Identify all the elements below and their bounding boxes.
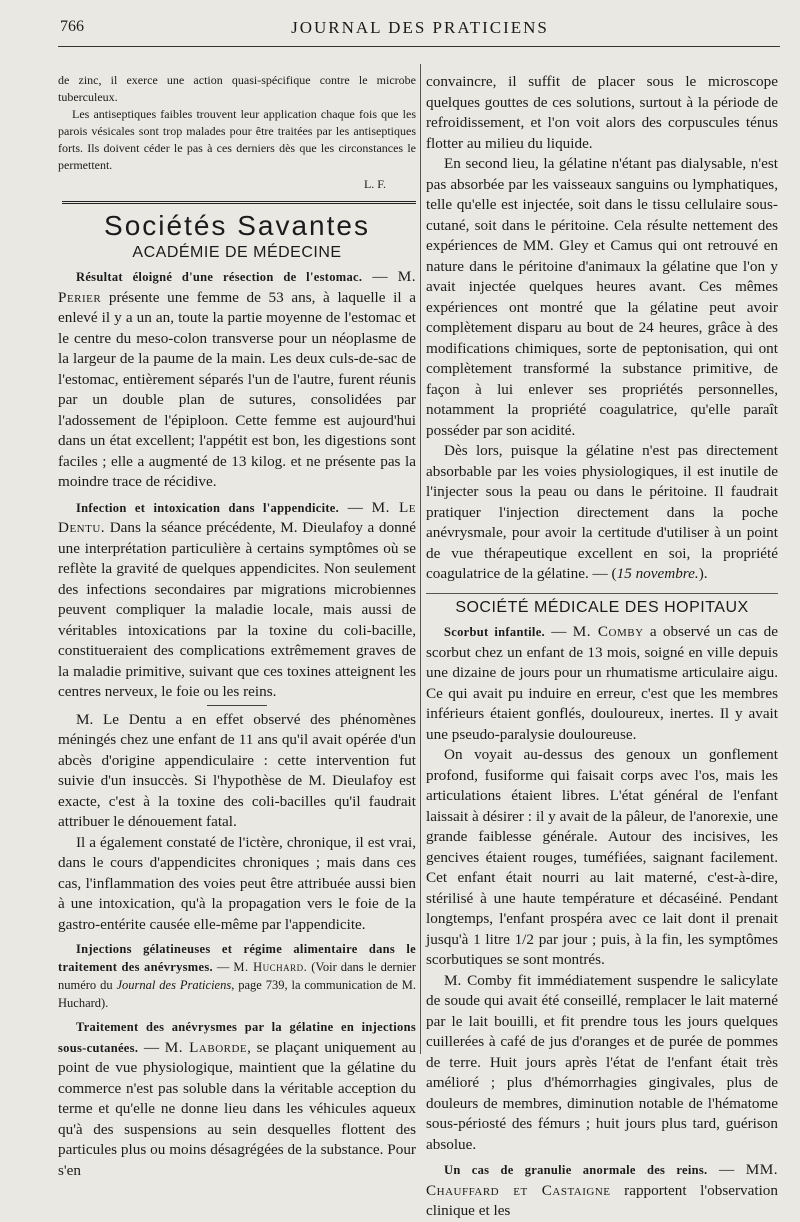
author-names: MM. Chauffard et Castaigne	[426, 1161, 779, 1199]
author-name: M. Laborde	[164, 1038, 248, 1056]
date-reference: 15 novembre.	[616, 565, 699, 582]
article-text: , se plaçant uniquement au point de vue physiologique, maintient que la gélatine du commerce n'est pas soluble dans la véritable acception du terme et qu'elle ne donne lieu dans les véhicules aqueux qu'à des suspensions au sein desquelles flottent des particules plus ou moins désagrégées de la substance. Pour s'en	[58, 1038, 416, 1179]
left-column	[58, 72, 416, 1181]
article-laborde	[58, 1017, 416, 1181]
society-title: SOCIÉTÉ MÉDICALE DES HOPITAUX	[455, 598, 749, 616]
article-text: ).	[698, 565, 708, 582]
article-text: présente une femme de 53 ans, à laquelle il a enlevé il y a un an, toute la partie moyenne de l'estomac et le centre du meso-colon transverse pour un néoplasme de la largeur de la paume de la main. Les deux culs-de-sac de l'estomac, entièrement séparés l'un de l'autre, furent réunis par un double plan de sutures, consolidées par l'adossement de l'épiploon. Cette femme est aujourd'hui dans un état excellent; l'appétit est bon, les digestions sont faciles ; elle a augmenté de 13 kilog. et ne présente pas la moindre trace de récidive.	[58, 288, 416, 490]
article-heading: Scorbut infantile.	[444, 625, 545, 639]
header-rule	[58, 46, 780, 47]
author-name: M. Huchard.	[233, 960, 308, 974]
article-paragraph: M. Le Dentu a en effet observé des phénomènes méningés chez une enfant de 11 ans qu'il avait opérée d'un abcès d'origine appendiculaire : cette intervention fut suivie d'un insuccès. Si l'hypothèse de M. Dieulafoy est exacte, c'est à la toxine des coli-bacilles qu'il faudrait attribuer le dénouement fatal.	[58, 710, 416, 830]
article-heading: Traitement des anévrysmes par la gélatine en injections sous-cutanées.	[58, 1020, 416, 1055]
intro-paragraph-1: de zinc, il exerce une action quasi-spécifique contre le microbe tuberculeux.	[58, 73, 416, 104]
signature: L. F.	[363, 177, 386, 191]
article-heading: Infection et intoxication dans l'appendicite.	[76, 500, 340, 515]
article-le-dentu	[58, 498, 416, 703]
intro-block	[58, 72, 416, 193]
article-text: a observé un cas de scorbut chez un enfant de 13 mois, soigné en ville depuis une dizaine de jours pour un rhumatisme articulaire aigu. Ce qui avait pu induire en erreur, c'est que les membres inférieurs étaient gonflés, douloureux, inertes. Il y avait une pseudo-paralysie douloureuse.	[426, 623, 778, 743]
article-heading: Un cas de granulie anormale des reins.	[444, 1163, 708, 1177]
article-paragraph: On voyait au-dessus des genoux un gonflement profond, fusiforme qui faisait corps avec l'os, mais les articulations étaient libres. L'état général de l'enfant laissait à désirer : il y avait de la pâleur, de l'anorexie, une grande faiblesse générale. Autour des incisives, les gencives étaient rouges, tuméfiées, saignant facilement. Cet enfant était nourri au lait materné, c'est-à-dire, stérilisé à une haute température et décaséiné. Pendant longtemps, l'enfant prospéra avec ce lait dont il prenait jusqu'à 1 litre 1/2 par jour ; puis, à la fin, les symptômes scorbutiques se sont montrés.	[426, 746, 778, 968]
section-rule	[62, 201, 416, 206]
author-name: M. Le Dentu.	[58, 498, 416, 536]
article-paragraph: M. Comby fit immédiatement suspendre le salicylate de soude qui avait été conseillé, remplacer le lait materné par le lait bouilli, et fit prendre tous les jours quelques cuillerées à café de jus d'oranges et de purée de pommes de terre. Huit jours après l'état de l'enfant était très amélioré ; plus d'hémorrhagies gingivales, plus de douleurs de membres, diminution notable de l'hématome sous-périosté des fémurs ; huit jours plus tard, guérison absolue.	[426, 971, 778, 1153]
page-header	[60, 18, 780, 42]
column-divider	[420, 64, 421, 1054]
article-huchard	[58, 940, 416, 1012]
article-paragraph	[426, 441, 778, 585]
article-comby	[426, 622, 778, 745]
section-rule	[426, 593, 778, 594]
dash: —	[212, 960, 234, 974]
journal-reference: Journal des Praticiens	[116, 978, 232, 992]
article-chauffard	[426, 1160, 778, 1222]
article-text: , page 739, la communication de M. Huchard).	[58, 978, 416, 1010]
dash: —	[707, 1161, 746, 1178]
article-perier	[58, 267, 416, 493]
dash: —	[138, 1038, 165, 1056]
journal-title: JOURNAL DES PRATICIENS	[291, 18, 549, 37]
academy-title: ACADÉMIE DE MÉDECINE	[132, 243, 342, 261]
dash: —	[362, 268, 398, 285]
article-heading: Résultat éloigné d'une résection de l'estomac.	[76, 270, 363, 284]
article-text: Dès lors, puisque la gélatine n'est pas directement absorbable par les voies physiologiques, il est inutile de l'injecter sous la peau ou dans le péritoine. Il faudrait pratiquer l'injection directement dans la poche anévrysmale, pour avoir la certitude d'utiliser à un point de vue thérapeutique excellent en soi, la propriété coagulatrice de la gélatine. — (	[426, 442, 778, 582]
article-paragraph: En second lieu, la gélatine n'étant pas dialysable, n'est pas absorbée par les vaisseaux sanguins ou lymphatiques, telle qu'elle est injectée, soit dans le tissu cellulaire sous-cutané, soit dans le péritoine. Cela résulte nettement des expériences de MM. Gley et Camus qui ont retrouvé en nature dans le péritoine d'animaux la gélatine que l'on y avait injectée quelques heures avant. Ces mêmes expériences ont montré que la gélatine peut avoir complètement disparu au bout de 24 heures, grâce à des modifications chimiques, sorte de peptonisation, qui ont complètement transformé la substance primitive, de façon à lui enlever ses propriétés personnelles, notamment la propriété coagulatrice, qu'elle paraît posséder par son acidité.	[426, 155, 778, 439]
dash: —	[339, 498, 372, 516]
author-name: M. Comby	[572, 623, 644, 640]
article-text: rapportent l'observation clinique et les	[426, 1181, 778, 1219]
page-number: 766	[60, 18, 84, 35]
article-text: (Voir dans le dernier numéro du	[58, 960, 416, 992]
dash: —	[544, 623, 573, 640]
intro-paragraph-2: Les antiseptiques faibles trouvent leur application chaque fois que les parois vésicales sont trop malades pour être traitées par les antiseptiques forts. Ils doivent céder le pas à ces derniers dès que les circonstances le permettent.	[58, 107, 416, 172]
article-paragraph: Il a également constaté de l'ictère, chronique, il est vrai, dans le cours d'appendicites chroniques ; mais dans ces cas, l'inflammation des voies peut être attribuée aussi bien à une intoxication, qu'à la propagation vers le foie de la gastro-entérite causée elle-même par l'appendicite.	[58, 833, 416, 933]
article-heading: Injections gélatineuses et régime alimentaire dans le traitement des anévrysmes.	[58, 942, 416, 974]
article-paragraph: convaincre, il suffit de placer sous le microscope quelques gouttes de ces solutions, surtout à la période de refroidissement, et l'on voit alors des corpuscules ténus flotter au milieu du liquide.	[426, 73, 778, 152]
author-name: M. Perier	[58, 268, 416, 306]
short-rule	[207, 705, 267, 706]
right-column	[426, 72, 778, 1222]
section-title: Sociétés Savantes	[104, 210, 370, 241]
article-text: Dans la séance précédente, M. Dieulafoy a donné une interprétation particulière à certains symptômes où se reflète la gravité de quelques appendicites. Non seulement des infections secondaires par migrations microbiennes peuvent compliquer la maladie locale, mais aussi de véritables intoxications par la toxine du coli-bacille, constitueraient des complications extrêmement graves de la maladie primitive, suivant que ces toxines atteignent les centres nerveux, le foie ou les reins.	[58, 519, 416, 700]
